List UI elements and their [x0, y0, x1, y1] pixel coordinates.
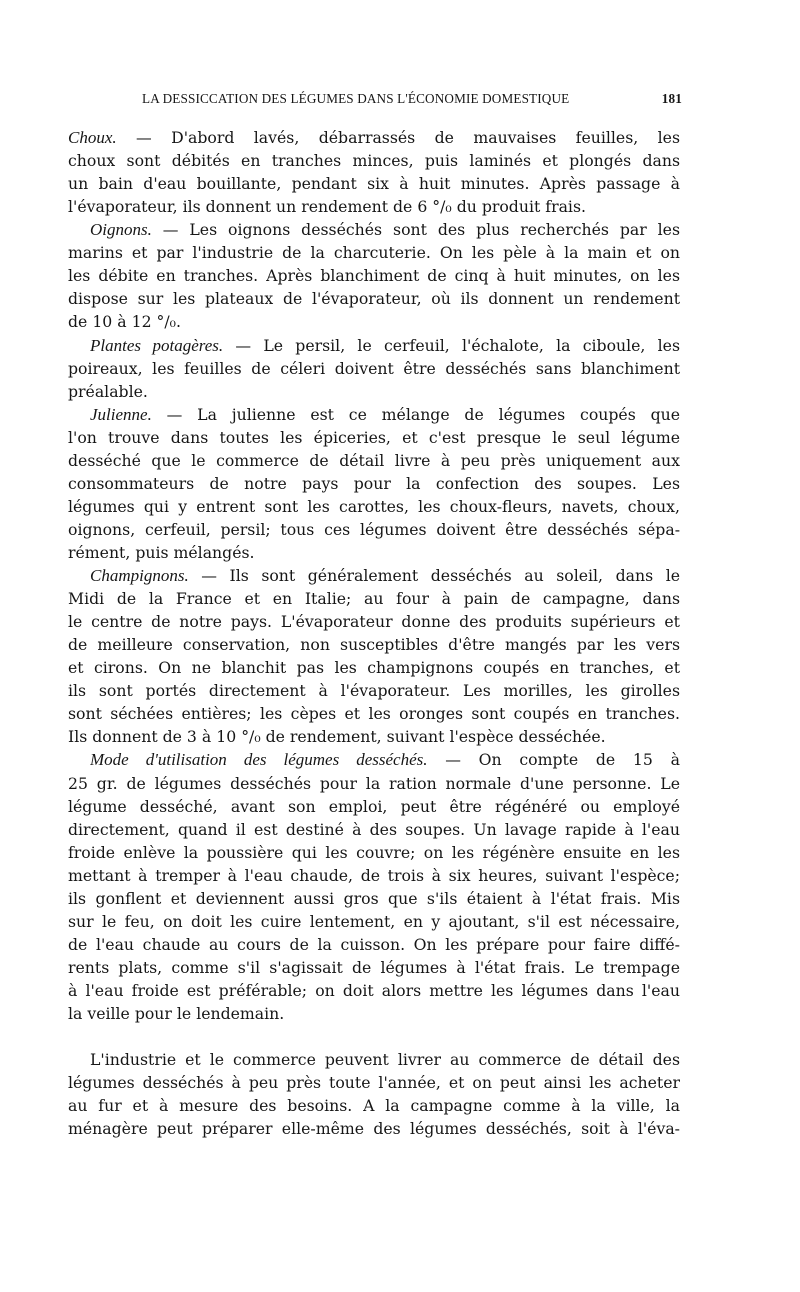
text-line: l'on trouve dans toutes les épiceries, et c'est presque le seul légume [68, 428, 680, 447]
text-line: rents plats, comme s'il s'agissait de légumes à l'état frais. Le trempage [68, 958, 680, 977]
text-line: de 10 à 12 °/₀. [68, 312, 181, 331]
running-title: LA DESSICCATION DES LÉGUMES DANS L'ÉCONOMIE DOMESTIQUE [142, 91, 570, 106]
text-line: froide enlève la poussière qui les couvre; on les régénère ensuite en les [68, 843, 680, 862]
text-line: la veille pour le lendemain. [68, 1004, 285, 1023]
text-line: Champignons. — Ils sont généralement desséchés au soleil, dans le [90, 566, 680, 585]
text-line: à l'eau froide est préférable; on doit alors mettre les légumes dans l'eau [68, 981, 680, 1000]
text-line: ils sont portés directement à l'évaporateur. Les morilles, les girolles [68, 681, 680, 700]
text-line: dispose sur les plateaux de l'évaporateur, où ils donnent un rendement [68, 289, 680, 308]
page-number: 181 [661, 91, 682, 106]
text-line: Julienne. — La julienne est ce mélange de légumes coupés que [90, 405, 680, 424]
text-line: légumes qui y entrent sont les carottes, les choux-fleurs, navets, choux, [68, 497, 680, 516]
text-line: oignons, cerfeuil, persil; tous ces légumes doivent être desséchés sépa- [68, 520, 680, 539]
text-line: les débite en tranches. Après blanchiment de cinq à huit minutes, on les [68, 266, 680, 285]
text-line: et cirons. On ne blanchit pas les champignons coupés en tranches, et [68, 658, 680, 677]
text-line: au fur et à mesure des besoins. A la campagne comme à la ville, la [68, 1096, 680, 1115]
text-line: consommateurs de notre pays pour la confection des soupes. Les [68, 474, 680, 493]
text-line: 25 gr. de légumes desséchés pour la ration normale d'une personne. Le [68, 774, 680, 793]
text-line: Ils donnent de 3 à 10 °/₀ de rendement, suivant l'espèce desséchée. [68, 727, 606, 746]
running-header [142, 91, 682, 111]
text-line: marins et par l'industrie de la charcuterie. On les pèle à la main et on [68, 243, 680, 262]
text-line: poireaux, les feuilles de céleri doivent être desséchés sans blanchiment [68, 359, 680, 378]
text-line: directement, quand il est destiné à des soupes. Un lavage rapide à l'eau [68, 820, 680, 839]
text-line: de l'eau chaude au cours de la cuisson. On les prépare pour faire diffé- [68, 935, 680, 954]
text-line: l'évaporateur, ils donnent un rendement de 6 °/₀ du produit frais. [68, 197, 586, 216]
text-line: mettant à tremper à l'eau chaude, de trois à six heures, suivant l'espèce; [68, 866, 680, 885]
text-line: desséché que le commerce de détail livre à peu près uniquement aux [68, 451, 680, 470]
text-line: ménagère peut préparer elle-même des légumes desséchés, soit à l'éva- [68, 1119, 680, 1138]
text-line: Mode d'utilisation des légumes desséchés. — On compte de 15 à [90, 750, 680, 769]
text-line: L'industrie et le commerce peuvent livrer au commerce de détail des [90, 1050, 680, 1069]
text-line: préalable. [68, 382, 148, 401]
text-line: rément, puis mélangés. [68, 543, 255, 562]
text-line: choux sont débités en tranches minces, puis laminés et plongés dans [68, 151, 680, 170]
text-line: de meilleure conservation, non susceptibles d'être mangés par les vers [68, 635, 680, 654]
text-line: Midi de la France et en Italie; au four à pain de campagne, dans [68, 589, 680, 608]
text-line: légumes desséchés à peu près toute l'année, et on peut ainsi les acheter [68, 1073, 680, 1092]
text-line: le centre de notre pays. L'évaporateur donne des produits supérieurs et [68, 612, 680, 631]
text-line: Choux. — D'abord lavés, débarrassés de mauvaises feuilles, les [68, 128, 680, 147]
text-line: sur le feu, on doit les cuire lentement, en y ajoutant, s'il est nécessaire, [68, 912, 680, 931]
text-line: Plantes potagères. — Le persil, le cerfeuil, l'échalote, la ciboule, les [90, 336, 680, 355]
text-line: Oignons. — Les oignons desséchés sont des plus recherchés par les [90, 220, 680, 239]
text-line: légume desséché, avant son emploi, peut être régénéré ou employé [68, 797, 680, 816]
text-line: ils gonflent et deviennent aussi gros que s'ils étaient à l'état frais. Mis [68, 889, 680, 908]
text-line: un bain d'eau bouillante, pendant six à huit minutes. Après passage à [68, 174, 680, 193]
text-line: sont séchées entières; les cèpes et les oronges sont coupés en tranches. [68, 704, 680, 723]
